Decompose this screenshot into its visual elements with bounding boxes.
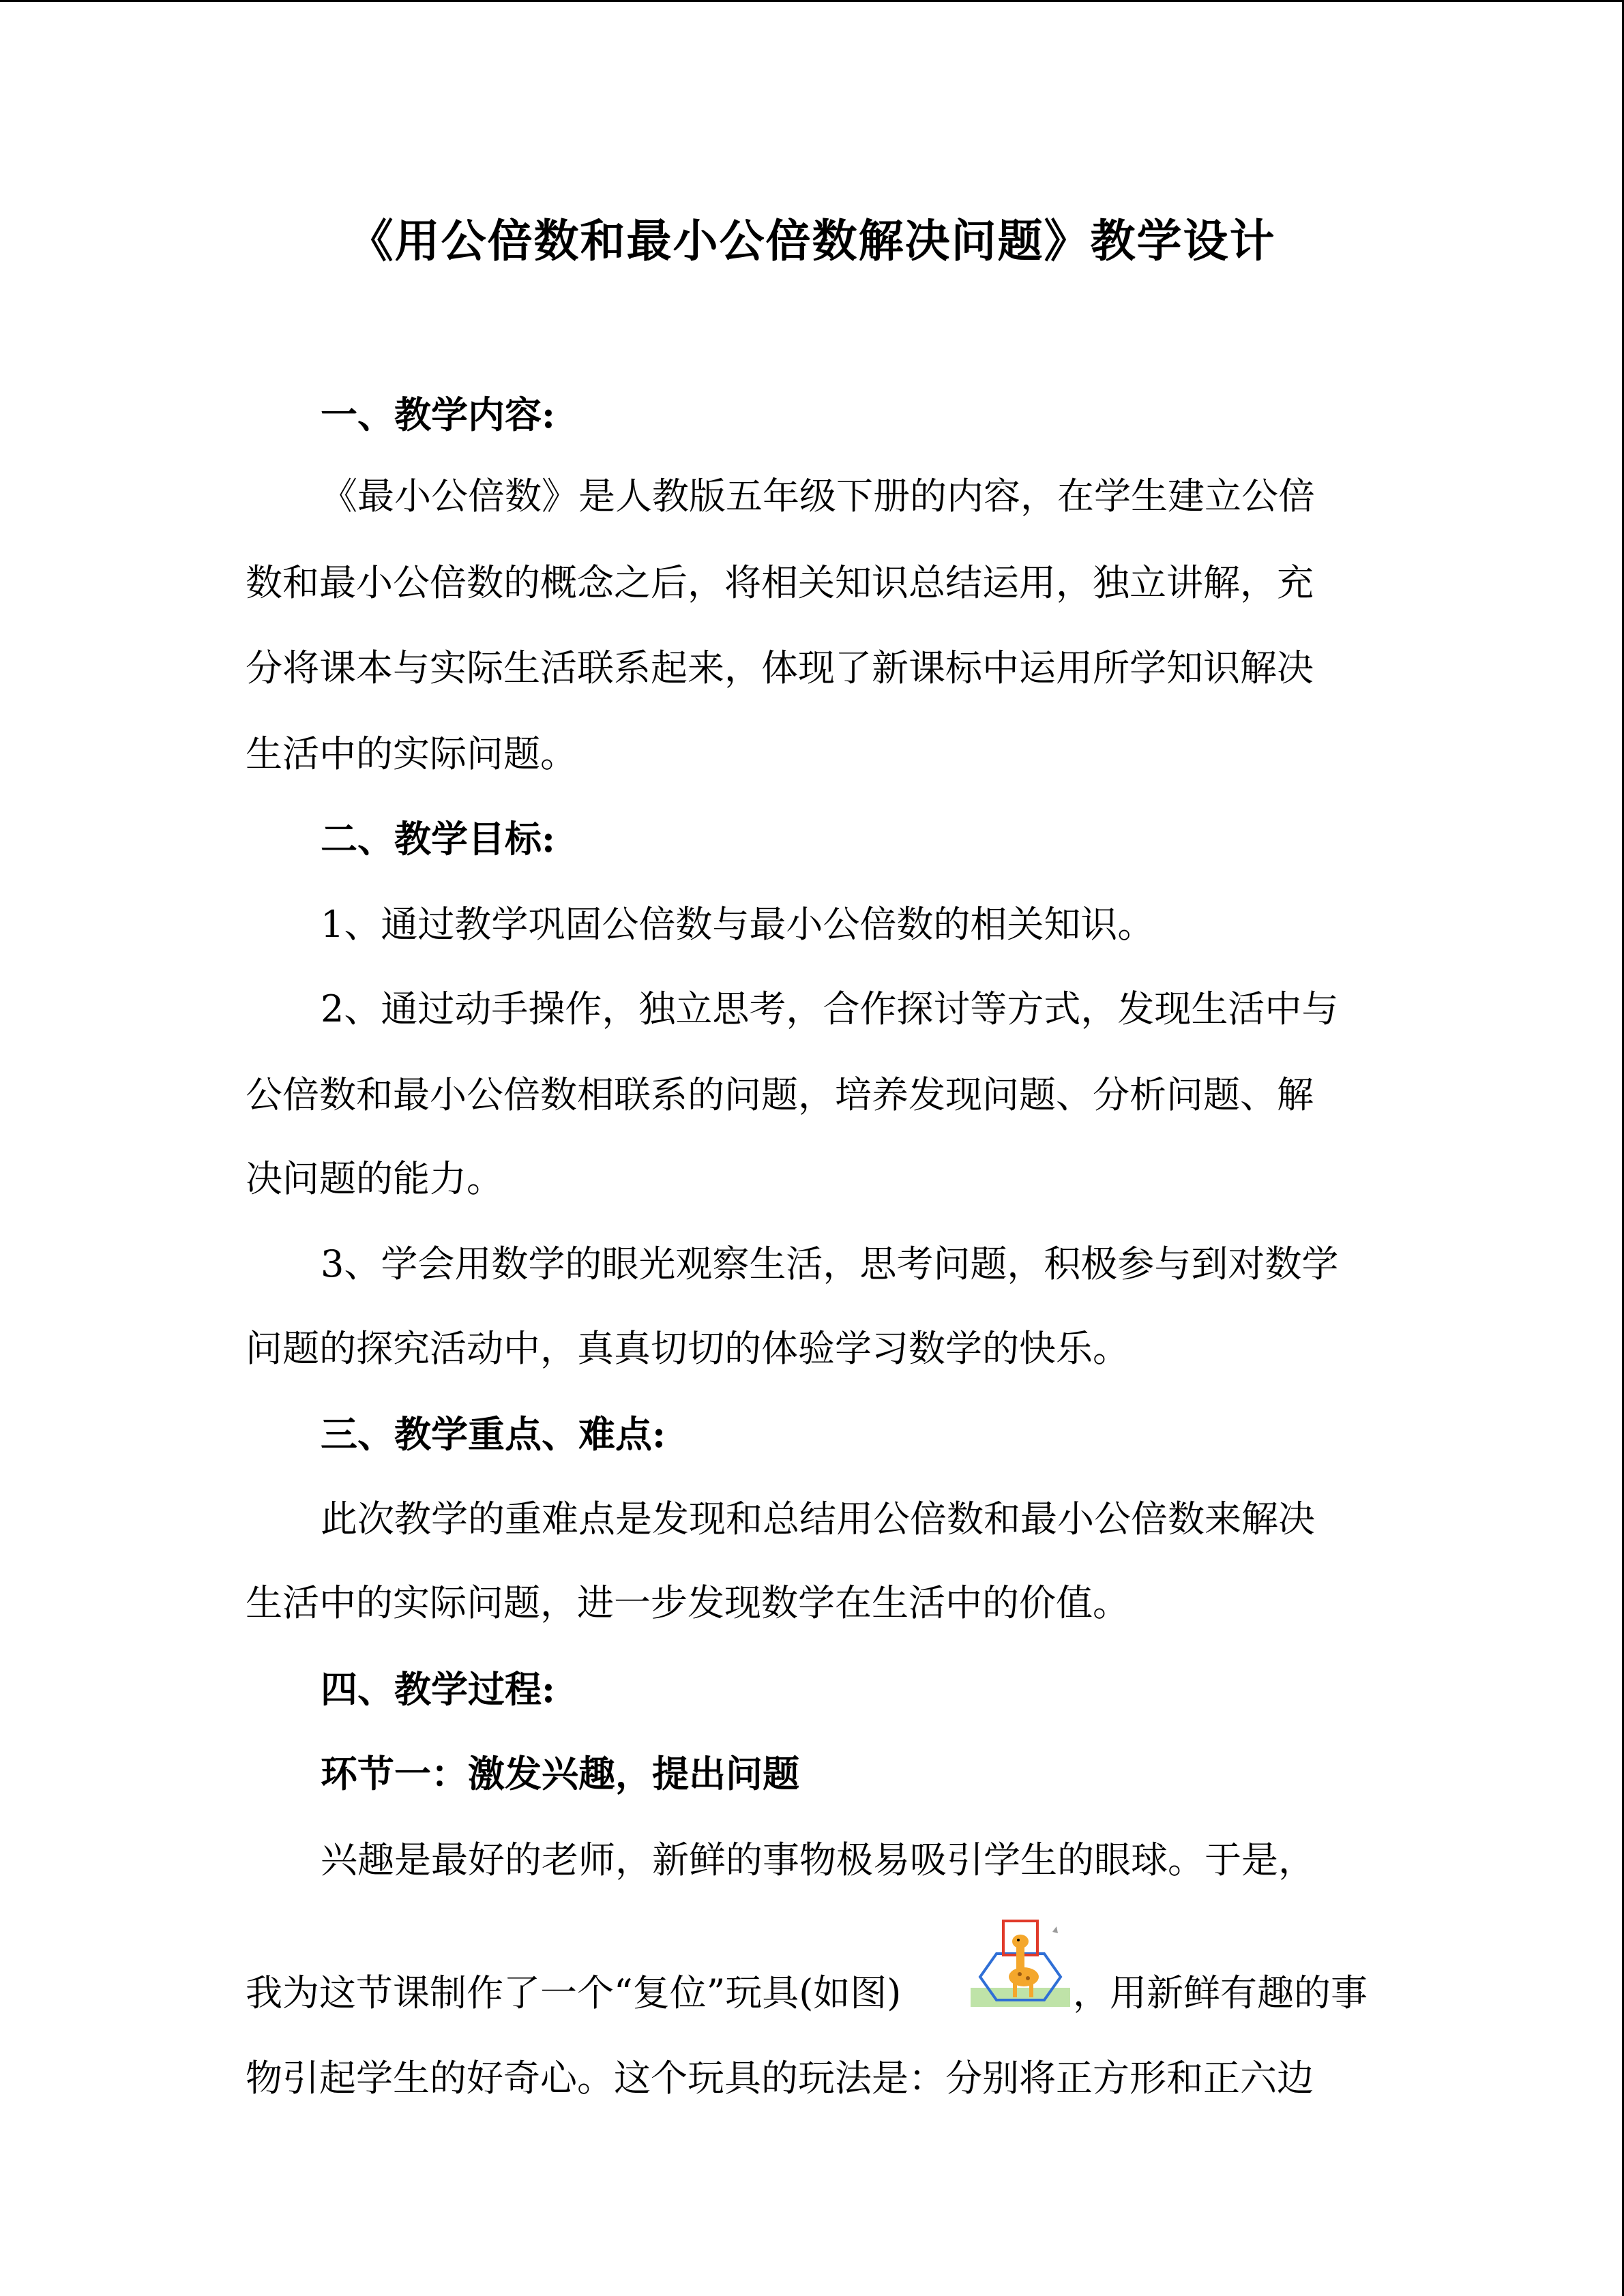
objective-line: 1、通过教学巩固公倍数与最小公倍数的相关知识。 [321, 903, 1155, 946]
document-title: 《用公倍数和最小公倍数解决问题》教学设计 [348, 214, 1276, 267]
section-heading-content: 一、教学内容: [321, 393, 555, 436]
objective-line: 决问题的能力。 [246, 1157, 503, 1200]
section-heading-objectives: 二、教学目标: [321, 817, 555, 861]
subsection-heading: 环节一：激发兴趣，提出问题 [321, 1752, 799, 1795]
paragraph-line: 物引起学生的好奇心。这个玩具的玩法是：分别将正方形和正六边 [246, 2057, 1314, 2100]
paragraph-line-continuation: ，用新鲜有趣的事 [1073, 1971, 1368, 2014]
paragraph-line: 生活中的实际问题。 [246, 732, 577, 775]
reset-toy-image [971, 1911, 1070, 2007]
paragraph-line: 分将课本与实际生活联系起来，体现了新课标中运用所学知识解决 [246, 646, 1314, 689]
paragraph-line: 数和最小公倍数的概念之后，将相关知识总结运用，独立讲解，充 [246, 561, 1314, 604]
paragraph-line: 生活中的实际问题，进一步发现数学在生活中的价值。 [246, 1581, 1130, 1624]
objective-line: 公倍数和最小公倍数相联系的问题，培养发现问题、分析问题、解 [246, 1073, 1314, 1116]
paragraph-line: 兴趣是最好的老师，新鲜的事物极易吸引学生的眼球。于是， [321, 1838, 1315, 1881]
paragraph-line: 此次教学的重难点是发现和总结用公倍数和最小公倍数来解决 [321, 1497, 1315, 1540]
section-heading-process: 四、教学过程: [321, 1667, 555, 1711]
paragraph-line: 《最小公倍数》是人教版五年级下册的内容，在学生建立公倍 [321, 475, 1315, 518]
objective-line: 3、学会用数学的眼光观察生活，思考问题，积极参与到对数学 [321, 1242, 1339, 1285]
objective-line: 问题的探究活动中，真真切切的体验学习数学的快乐。 [246, 1327, 1130, 1370]
objective-line: 2、通过动手操作，独立思考，合作探讨等方式，发现生活中与 [321, 987, 1339, 1030]
section-heading-keypoints: 三、教学重点、难点: [321, 1412, 666, 1456]
paragraph-line: 我为这节课制作了一个“复位”玩具(如图) [246, 1971, 902, 2014]
